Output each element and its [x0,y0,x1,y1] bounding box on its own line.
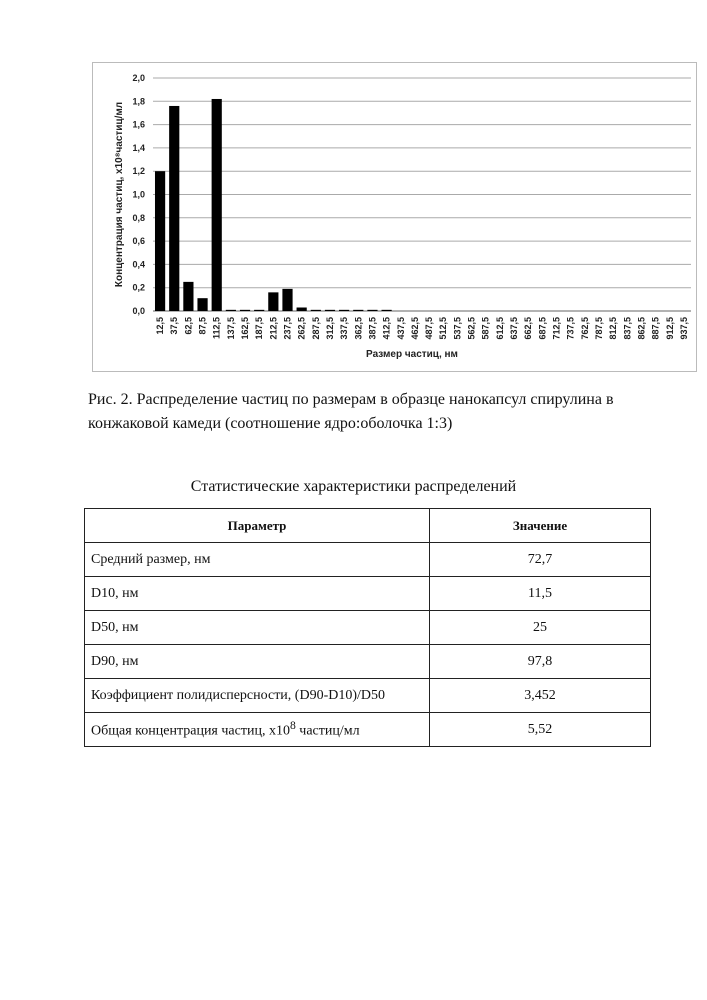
x-tick-label: 512,5 [438,317,448,340]
x-tick-label: 412,5 [382,317,392,340]
param-cell: D50, нм [85,611,430,645]
bar [212,99,222,311]
x-tick-label: 162,5 [240,317,250,340]
table-row [85,713,651,747]
bar [240,310,250,311]
param-exponent: 8 [290,719,296,732]
table-row [85,679,651,713]
x-tick-label: 12,5 [155,317,165,335]
header-value: Значение [430,509,651,543]
x-tick-label: 312,5 [325,317,335,340]
x-tick-label: 237,5 [283,317,293,340]
x-tick-label: 262,5 [297,317,307,340]
y-tick-label: 1,4 [132,143,145,153]
x-tick-label: 812,5 [608,317,618,340]
y-tick-label: 2,0 [132,73,145,83]
bar [155,171,165,311]
figure-caption: Рис. 2. Распределение частиц по размерам в образце нанокапсул спирулина в конжаковой камеди (соотношение ядро:оболочка 1:3) [88,388,668,436]
x-tick-label: 737,5 [566,317,576,340]
x-tick-label: 337,5 [339,317,349,340]
x-tick-label: 187,5 [254,317,264,340]
x-tick-label: 762,5 [580,317,590,340]
param-text: Общая концентрация частиц, x10 [91,724,290,739]
bar [197,298,207,311]
x-tick-label: 562,5 [467,317,477,340]
param-cell: D90, нм [85,645,430,679]
value-cell: 25 [430,611,651,645]
x-tick-label: 862,5 [636,317,646,340]
bar [226,310,236,311]
table-row [85,645,651,679]
x-axis-title: Размер частиц, нм [366,349,458,360]
bar [268,292,278,311]
document-page [0,0,707,1000]
bar [339,310,349,311]
x-tick-label: 287,5 [311,317,321,340]
x-tick-label: 787,5 [594,317,604,340]
y-tick-label: 0,4 [132,259,145,269]
table-header-row [85,509,651,543]
param-cell [85,713,430,747]
param-cell: Средний размер, нм [85,543,430,577]
chart-svg [93,63,698,373]
x-tick-label: 637,5 [509,317,519,340]
value-cell: 72,7 [430,543,651,577]
x-tick-label: 437,5 [396,317,406,340]
bar [311,310,321,311]
value-cell: 11,5 [430,577,651,611]
bar [382,310,392,311]
x-tick-label: 687,5 [537,317,547,340]
header-parameter: Параметр [85,509,430,543]
bar [282,289,292,311]
table-row [85,543,651,577]
x-tick-label: 137,5 [226,317,236,340]
bar [353,310,363,311]
bar [254,310,264,311]
statistics-table [84,508,651,747]
x-tick-label: 37,5 [169,317,179,335]
x-tick-label: 462,5 [410,317,420,340]
x-tick-label: 362,5 [353,317,363,340]
y-tick-label: 1,8 [132,96,145,106]
value-cell: 3,452 [430,679,651,713]
y-tick-label: 1,2 [132,166,145,176]
y-axis-title: Концентрация частиц, x10⁸частиц/мл [114,102,125,287]
x-tick-label: 112,5 [212,317,222,339]
param-cell: D10, нм [85,577,430,611]
y-tick-label: 0,2 [132,283,145,293]
value-cell: 5,52 [430,713,651,747]
param-suffix: частиц/мл [296,724,360,739]
x-tick-label: 487,5 [424,317,434,340]
x-tick-label: 87,5 [198,317,208,335]
y-tick-label: 0,6 [132,236,145,246]
x-tick-label: 887,5 [651,317,661,340]
bar [183,282,193,311]
y-tick-label: 1,0 [132,190,145,200]
param-cell: Коэффициент полидисперсности, (D90-D10)/D50 [85,679,430,713]
table-row [85,577,651,611]
bar [367,310,377,311]
table-title: Статистические характеристики распределений [0,478,707,496]
x-tick-label: 537,5 [452,317,462,340]
x-tick-label: 662,5 [523,317,533,340]
y-tick-label: 0,0 [132,306,145,316]
value-cell: 97,8 [430,645,651,679]
x-tick-label: 387,5 [367,317,377,340]
x-tick-label: 212,5 [268,317,278,340]
x-tick-label: 62,5 [183,317,193,335]
bar [169,106,179,311]
particle-size-chart [92,62,697,372]
table-row [85,611,651,645]
x-tick-label: 712,5 [552,317,562,340]
x-tick-label: 612,5 [495,317,505,340]
x-tick-label: 837,5 [622,317,632,340]
bar [297,308,307,311]
bar [325,310,335,311]
x-tick-label: 937,5 [679,317,689,340]
x-tick-label: 912,5 [665,317,675,340]
y-tick-label: 0,8 [132,213,145,223]
y-tick-label: 1,6 [132,120,145,130]
x-tick-label: 587,5 [481,317,491,340]
